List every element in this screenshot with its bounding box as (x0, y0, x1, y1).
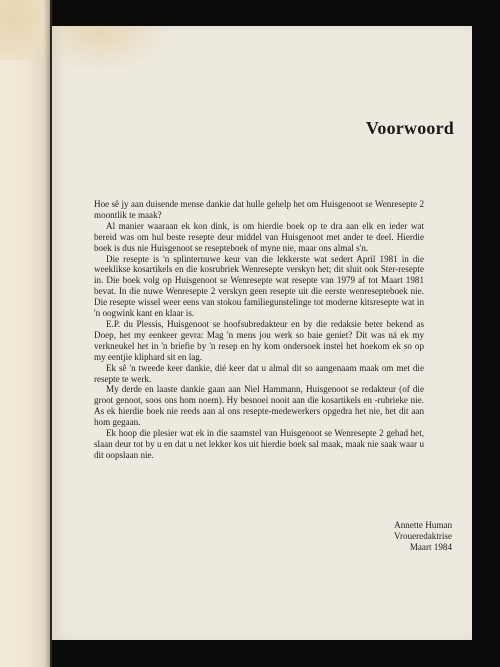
signature-date: Maart 1984 (409, 542, 452, 552)
paragraph-2: Al manier waaraan ek kon dink, is om hierdie boek op te dra aan elk en ieder wat bereid was om hul beste resepte deur middel van Huisgenoot met ander te deel. Hierdie boek is dus nie Huisgenoot se resepteboek of myne nie, maar ons almal s'n. (94, 220, 424, 253)
page-gutter-shadow (44, 0, 52, 667)
signature-role: Vroueredaktrise (393, 531, 452, 541)
paragraph-4: E.P. du Plessis, Huisgenoot se hoofsubredakteur en by die redaksie beter bekend as Doep, het my eenkeer gevra: Mag 'n mens jou werk so baie geniet? Dit was ná ek my verkneukel het in 'n briefie by 'n resep en hy kom ondersoek instel het hoekom ek so op my eentjie kliphard sit en lag. (94, 318, 424, 362)
signature-name: Annette Human (394, 520, 452, 530)
signature-block (394, 520, 452, 553)
page-title: Voorwoord (365, 118, 454, 138)
water-stain (0, 0, 50, 60)
foreword-body (94, 199, 424, 461)
paragraph-3: Die resepte is 'n splinternuwe keur van die lekkerste wat sedert April 1981 in die weeklikse kosartikels en die kosrubriek Wenresepte verskyn het; dit sluit ook Ster-resepte in. Die boek volg op Huisgenoot se Wenresepte wat resepte van 1979 af tot Maart 1981 bevat. In die nuwe Wenresepte 2 verskyn geen resepte uit die eerste wenresepteboek nie. Die resepte wissel weer eens van stokou familiegunstelinge tot moderne kitsresepte wat in 'n oogwink kant en klaar is. (94, 253, 424, 319)
paragraph-1: Hoe sê jy aan duisende mense dankie dat hulle gehelp het om Huisgenoot se Wenresepte 2 moontlik te maak? (94, 199, 424, 220)
paragraph-6: My derde en laaste dankie gaan aan Niel Hammann, Huisgenoot se redakteur (of die groot genoot, soos ons hom noem). Hy besnoei nooit aan die kosartikels en -rubrieke nie. As ek hierdie boek nie reeds aan al ons resepte-medewerkers opgedra het nie, het dit aan hom gegaan. (94, 384, 424, 428)
paragraph-5: Ek sê 'n tweede keer dankie, dié keer dat u almal dit so aangenaam maak om met die resepte te werk. (94, 362, 424, 384)
paragraph-7: Ek hoop die plesier wat ek in die saamstel van Huisgenoot se Wenresepte 2 gehad het, slaan deur tot by u en dat u net lekker kos uit hierdie boek sal maak, maak nie saak waar u dit oopslaan nie. (94, 428, 424, 460)
page-stain (52, 26, 172, 74)
book-spine-edge (0, 0, 50, 667)
